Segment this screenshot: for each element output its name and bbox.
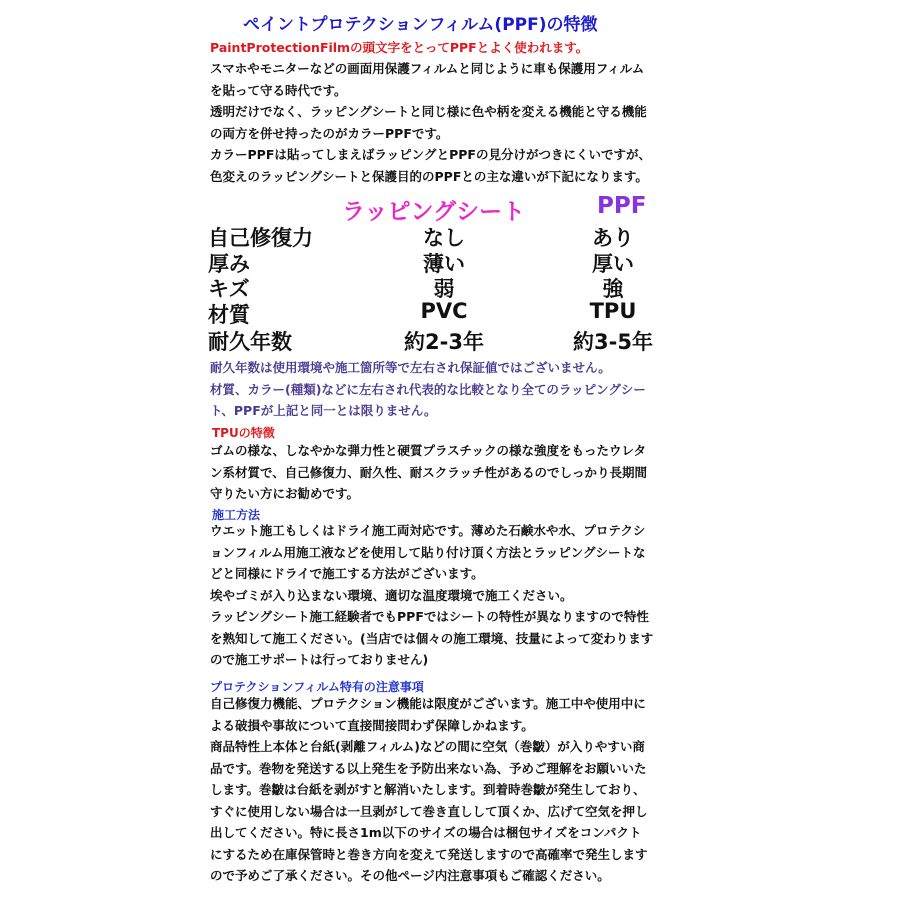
caution-line: 品です。巻物を発送する以上発生を予防出来ない為、予めご理解をお願いいた bbox=[210, 760, 647, 776]
tpu-line: ゴムの様な、しなやかな弾力性と硬質プラスチックの様な強度をもったウレタ bbox=[210, 443, 647, 458]
tpu-heading: TPUの特徴 bbox=[212, 426, 275, 440]
row-label-scratch: キズ bbox=[208, 277, 250, 301]
row-wrap-thickness: 薄い bbox=[423, 252, 465, 276]
caution-line: します。巻皺は台紙を剥がすと解消いたします。到着時巻皺が発生しており、 bbox=[210, 782, 646, 797]
row-label-thickness: 厚み bbox=[208, 252, 250, 276]
row-ppf-durability: 約3-5年 bbox=[573, 330, 653, 354]
caution-line: 出してください。特に長さ1m以下のサイズの場合は梱包サイズをコンパクト bbox=[210, 825, 642, 840]
header-ppf: PPF bbox=[597, 193, 647, 219]
intro-line: 透明だけでなく、ラッピングシートと同じ様に色や柄を変える機能と守る機能 bbox=[210, 104, 647, 119]
row-label-self-healing: 自己修復力 bbox=[208, 226, 313, 250]
row-ppf-thickness: 厚い bbox=[592, 252, 634, 276]
comparison-notes bbox=[210, 357, 646, 422]
row-wrap-durability: 約2-3年 bbox=[404, 330, 484, 354]
row-ppf-scratch: 強 bbox=[602, 277, 624, 301]
note-line: ト、PPFが上記と同一とは限りません。 bbox=[210, 403, 437, 418]
row-wrap-self-healing: なし bbox=[423, 226, 465, 250]
header-wrapping-sheet: ラッピングシート bbox=[342, 199, 526, 225]
caution-paragraph bbox=[210, 693, 648, 887]
intro-line: を貼って守る時代です。 bbox=[210, 82, 347, 98]
intro-line: の両方を併せ持ったのがカラーPPFです。 bbox=[210, 125, 449, 141]
tpu-paragraph bbox=[210, 440, 647, 505]
note-line: 耐久年数は使用環境や施工箇所等で左右され保証値ではございません。 bbox=[210, 360, 611, 375]
caution-line: よる破損や事故について直接間接問わず保障しかねます。 bbox=[210, 717, 534, 733]
method-heading: 施工方法 bbox=[212, 508, 261, 522]
row-label-durability: 耐久年数 bbox=[208, 330, 292, 354]
intro-line: スマホやモニターなどの画面用保護フィルムと同じように車も保護用フィルム bbox=[210, 61, 645, 76]
row-wrap-material: PVC bbox=[420, 299, 468, 323]
caution-line: 自己修復力機能、プロテクション機能は限度がございます。施工中や使用中に bbox=[210, 696, 646, 711]
method-line: ョンフィルム用施工液などを使用して貼り付け頂く方法とラッピングシートな bbox=[210, 544, 646, 560]
caution-line: にするため在庫保管時と巻き方向を変えて発送しますので高確率で発生します bbox=[210, 846, 648, 862]
method-line: 埃やゴミが入り込まない環境、適切な温度環境で施工ください。 bbox=[210, 587, 573, 603]
row-ppf-self-healing: あり bbox=[592, 226, 634, 250]
caution-line: すぐに使用しない場合は一旦剥がして巻き直しして頂くか、広げて空気を押し bbox=[210, 803, 648, 819]
page-title: ペイントプロテクションフィルム(PPF)の特徴 bbox=[243, 15, 598, 35]
intro-paragraph bbox=[210, 58, 651, 187]
row-wrap-scratch: 弱 bbox=[433, 277, 455, 301]
method-line: どと同様にドライで施工する方法がございます。 bbox=[210, 566, 484, 581]
caution-line: 商品特性上本体と台紙(剥離フィルム)などの間に空気（巻皺）が入りやすい商 bbox=[210, 739, 645, 754]
note-line: 材質、カラー(種類)などに左右され代表的な比較となり全てのラッピングシー bbox=[210, 381, 646, 397]
tpu-line: ン系材質で、自己修復力、耐久性、耐スクラッチ性があるのでしっかり長期間 bbox=[210, 464, 648, 480]
caution-line: ので予めご了承ください。その他ページ内注意事項もご確認ください。 bbox=[210, 868, 610, 883]
method-line: ウエット施工もしくはドライ施工両対応です。薄めた石鹸水や水、プロテクシ bbox=[210, 523, 646, 538]
method-line: を熟知して施工ください。(当店では個々の施工環境、技量によって変わります bbox=[210, 630, 654, 646]
row-ppf-material: TPU bbox=[589, 299, 637, 323]
caution-heading: プロテクションフィルム特有の注意事項 bbox=[210, 680, 424, 694]
ppf-acronym-note: PaintProtectionFilmの頭文字をとってPPFとよく使われます。 bbox=[210, 40, 589, 55]
tpu-line: 守りたい方にお勧めです。 bbox=[210, 486, 360, 501]
method-line: ラッピングシート施工経験者でもPPFではシートの特性が異なりますので特性 bbox=[210, 609, 649, 624]
intro-line: カラーPPFは貼ってしまえばラッピングとPPFの見分けがつきにくいですが、 bbox=[210, 147, 651, 162]
method-paragraph bbox=[210, 520, 653, 671]
method-line: ので施工サポートは行っておりません) bbox=[210, 652, 429, 667]
row-label-material: 材質 bbox=[208, 303, 250, 327]
intro-line: 色変えのラッピングシートと保護目的のPPFとの主な違いが下記になります。 bbox=[210, 168, 648, 184]
